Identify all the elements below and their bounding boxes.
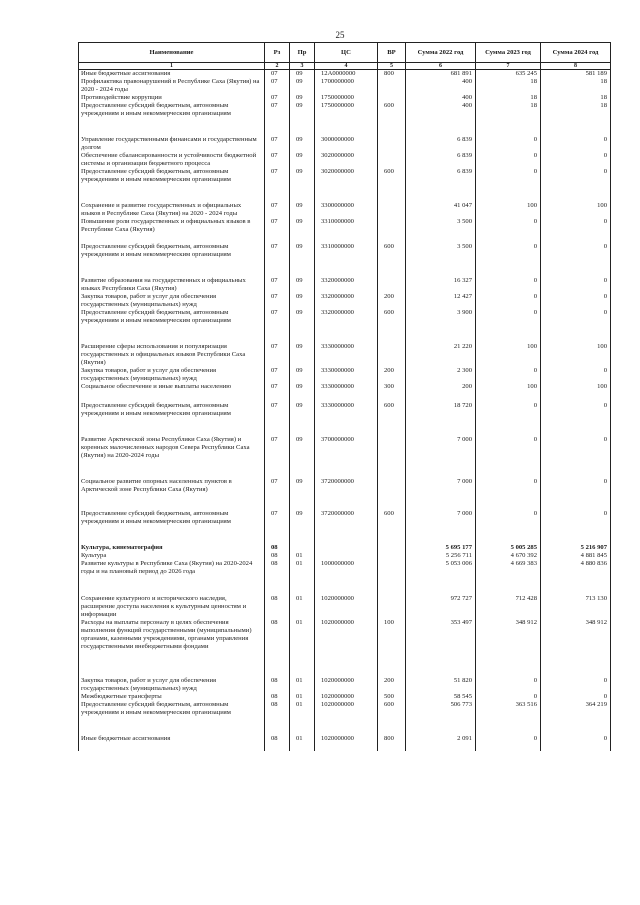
row-cs: 3000000000 — [315, 136, 378, 152]
row-rz: 07 — [265, 218, 290, 243]
row-sum-2023: 712 428 — [476, 595, 541, 619]
row-sum-2022: 3 500 — [406, 218, 476, 243]
row-vr: 100 — [378, 619, 406, 677]
row-sum-2022: 5 695 177 — [406, 544, 476, 552]
row-vr — [378, 595, 406, 619]
table-row — [79, 168, 611, 202]
row-name: Предоставление субсидий бюджетным, автономным учреждениям и иным некоммерческим организациям — [79, 510, 265, 544]
row-pr: 09 — [290, 478, 315, 510]
row-rz: 08 — [265, 544, 290, 552]
row-pr: 09 — [290, 136, 315, 152]
table-row — [79, 152, 611, 168]
table-row — [79, 595, 611, 619]
row-rz: 07 — [265, 78, 290, 94]
row-vr: 600 — [378, 701, 406, 735]
row-sum-2024: 4 880 836 — [541, 560, 611, 595]
row-pr: 09 — [290, 343, 315, 367]
row-cs: 1020000000 — [315, 619, 378, 677]
row-sum-2023: 4 669 383 — [476, 560, 541, 595]
header-cs: ЦС — [315, 43, 378, 63]
row-name: Развитие образования на государственных и официальных языках Республики Саха (Якутия) — [79, 277, 265, 293]
row-sum-2022: 7 000 — [406, 436, 476, 478]
row-sum-2024: 0 — [541, 243, 611, 277]
row-pr: 01 — [290, 735, 315, 751]
row-rz: 07 — [265, 277, 290, 293]
row-cs: 3330000000 — [315, 402, 378, 436]
row-vr: 800 — [378, 735, 406, 751]
row-vr — [378, 478, 406, 510]
row-vr: 800 — [378, 70, 406, 79]
row-rz: 07 — [265, 202, 290, 218]
row-vr: 600 — [378, 510, 406, 544]
row-name: Обеспечение сбалансированности и устойчивости бюджетной системы и организации бюджетного процесса — [79, 152, 265, 168]
row-rz: 07 — [265, 510, 290, 544]
row-cs: 3700000000 — [315, 436, 378, 478]
row-sum-2024: 0 — [541, 293, 611, 309]
row-sum-2024: 0 — [541, 677, 611, 693]
row-sum-2023: 0 — [476, 735, 541, 751]
row-vr — [378, 552, 406, 560]
row-sum-2023: 0 — [476, 693, 541, 701]
row-name: Профилактика правонарушений в Республике Саха (Якутия) на 2020 - 2024 годы — [79, 78, 265, 94]
row-vr: 600 — [378, 402, 406, 436]
row-cs: 1020000000 — [315, 677, 378, 693]
row-pr: 01 — [290, 677, 315, 693]
row-sum-2024: 0 — [541, 367, 611, 383]
row-sum-2024: 348 912 — [541, 619, 611, 677]
row-pr: 01 — [290, 595, 315, 619]
header-rz: Рз — [265, 43, 290, 63]
header-sum-2024: Сумма 2024 год — [541, 43, 611, 63]
row-pr: 09 — [290, 367, 315, 383]
row-name: Расширение сферы использования и популяризация государственных и официальных языков Республики Саха (Якутия) — [79, 343, 265, 367]
row-cs: 1020000000 — [315, 735, 378, 751]
row-pr: 01 — [290, 619, 315, 677]
row-sum-2022: 400 — [406, 102, 476, 136]
row-name: Культура, кинематография — [79, 544, 265, 552]
row-rz: 07 — [265, 383, 290, 402]
row-sum-2024: 0 — [541, 693, 611, 701]
row-vr: 500 — [378, 693, 406, 701]
row-vr: 200 — [378, 293, 406, 309]
row-pr: 01 — [290, 560, 315, 595]
row-pr: 09 — [290, 293, 315, 309]
row-pr — [290, 544, 315, 552]
row-rz: 07 — [265, 402, 290, 436]
row-sum-2023: 0 — [476, 152, 541, 168]
row-pr: 09 — [290, 202, 315, 218]
row-rz: 08 — [265, 735, 290, 751]
row-rz: 07 — [265, 94, 290, 102]
row-rz: 08 — [265, 677, 290, 693]
column-number: 5 — [378, 63, 406, 70]
row-cs: 3330000000 — [315, 383, 378, 402]
row-pr: 01 — [290, 693, 315, 701]
row-cs: 3320000000 — [315, 309, 378, 343]
row-name: Управление государственными финансами и государственным долгом — [79, 136, 265, 152]
row-vr — [378, 202, 406, 218]
row-rz: 07 — [265, 293, 290, 309]
row-sum-2022: 6 839 — [406, 136, 476, 152]
page-number: 25 — [335, 30, 345, 40]
row-sum-2024: 100 — [541, 202, 611, 218]
row-sum-2023: 0 — [476, 136, 541, 152]
row-sum-2023: 0 — [476, 277, 541, 293]
row-rz: 07 — [265, 343, 290, 367]
row-rz: 07 — [265, 478, 290, 510]
row-name: Предоставление субсидий бюджетным, автономным учреждениям и иным некоммерческим организациям — [79, 168, 265, 202]
row-sum-2024: 0 — [541, 402, 611, 436]
row-sum-2023: 4 670 392 — [476, 552, 541, 560]
row-cs: 1000000000 — [315, 560, 378, 595]
table-row — [79, 202, 611, 218]
row-sum-2024: 0 — [541, 436, 611, 478]
row-sum-2022: 6 839 — [406, 168, 476, 202]
table-row — [79, 277, 611, 293]
row-vr — [378, 94, 406, 102]
row-sum-2022: 400 — [406, 94, 476, 102]
row-pr: 09 — [290, 383, 315, 402]
row-sum-2024: 100 — [541, 343, 611, 367]
row-sum-2022: 506 773 — [406, 701, 476, 735]
row-sum-2024: 0 — [541, 218, 611, 243]
row-cs: 1020000000 — [315, 693, 378, 701]
row-rz: 08 — [265, 560, 290, 595]
row-sum-2023: 348 912 — [476, 619, 541, 677]
row-sum-2024: 0 — [541, 510, 611, 544]
row-cs: 3320000000 — [315, 293, 378, 309]
row-sum-2022: 200 — [406, 383, 476, 402]
row-sum-2023: 5 005 285 — [476, 544, 541, 552]
table-row — [79, 94, 611, 102]
row-cs: 3020000000 — [315, 168, 378, 202]
row-sum-2024: 100 — [541, 383, 611, 402]
column-number: 2 — [265, 63, 290, 70]
row-sum-2022: 18 720 — [406, 402, 476, 436]
row-name: Противодействие коррупции — [79, 94, 265, 102]
table-row — [79, 677, 611, 693]
row-cs: 1020000000 — [315, 701, 378, 735]
row-sum-2023: 0 — [476, 168, 541, 202]
row-vr — [378, 152, 406, 168]
row-sum-2024: 18 — [541, 78, 611, 94]
table-row — [79, 136, 611, 152]
row-name: Сохранение и развитие государственных и официальных языков в Республике Саха (Якутия) на 2020 - 2024 годы — [79, 202, 265, 218]
row-sum-2023: 0 — [476, 402, 541, 436]
row-name: Предоставление субсидий бюджетным, автономным учреждениям и иным некоммерческим организациям — [79, 309, 265, 343]
column-number: 4 — [315, 63, 378, 70]
row-name: Повышение роли государственных и официальных языков в Республике Саха (Якутия) — [79, 218, 265, 243]
row-cs — [315, 544, 378, 552]
row-vr: 600 — [378, 243, 406, 277]
table-row — [79, 510, 611, 544]
row-cs: 3330000000 — [315, 343, 378, 367]
table-row — [79, 735, 611, 751]
row-sum-2024: 0 — [541, 309, 611, 343]
header-name: Наименование — [79, 43, 265, 63]
row-pr: 01 — [290, 552, 315, 560]
row-sum-2023: 0 — [476, 367, 541, 383]
table-row — [79, 243, 611, 277]
row-name: Закупка товаров, работ и услуг для обеспечения государственных (муниципальных) нужд — [79, 367, 265, 383]
row-pr: 09 — [290, 70, 315, 79]
table-row — [79, 544, 611, 552]
row-vr — [378, 560, 406, 595]
header-sum-2022: Сумма 2022 год — [406, 43, 476, 63]
row-vr — [378, 218, 406, 243]
row-name: Межбюджетные трансферты — [79, 693, 265, 701]
row-vr: 600 — [378, 309, 406, 343]
row-sum-2024: 0 — [541, 735, 611, 751]
row-sum-2023: 0 — [476, 309, 541, 343]
row-sum-2022: 400 — [406, 78, 476, 94]
row-sum-2023: 100 — [476, 383, 541, 402]
row-rz: 07 — [265, 436, 290, 478]
table-row — [79, 78, 611, 94]
row-pr: 09 — [290, 309, 315, 343]
row-rz: 07 — [265, 136, 290, 152]
row-name: Расходы на выплаты персоналу в целях обеспечения выполнения функций государственными (муниципальными) органами, казенными учреждениями, органами управления государственными внебюджетными фондами — [79, 619, 265, 677]
row-pr: 09 — [290, 102, 315, 136]
row-name: Предоставление субсидий бюджетным, автономным учреждениям и иным некоммерческим организациям — [79, 402, 265, 436]
row-sum-2023: 18 — [476, 78, 541, 94]
table-row — [79, 701, 611, 735]
table-row — [79, 693, 611, 701]
row-sum-2022: 58 545 — [406, 693, 476, 701]
header-sum-2023: Сумма 2023 год — [476, 43, 541, 63]
row-sum-2024: 581 189 — [541, 70, 611, 79]
row-rz: 07 — [265, 243, 290, 277]
row-name: Предоставление субсидий бюджетным, автономным учреждениям и иным некоммерческим организациям — [79, 243, 265, 277]
row-cs: 3330000000 — [315, 367, 378, 383]
row-vr: 200 — [378, 367, 406, 383]
table-row — [79, 560, 611, 595]
row-rz: 07 — [265, 168, 290, 202]
header-vr: ВР — [378, 43, 406, 63]
table-row — [79, 102, 611, 136]
row-rz: 07 — [265, 309, 290, 343]
row-sum-2023: 0 — [476, 218, 541, 243]
row-sum-2023: 18 — [476, 94, 541, 102]
row-sum-2023: 18 — [476, 102, 541, 136]
row-sum-2023: 0 — [476, 510, 541, 544]
row-vr — [378, 277, 406, 293]
row-name: Развитие Арктической зоны Республики Саха (Якутия) и коренных малочисленных народов Севера Республики Саха (Якутия) на 2020-2024 годы — [79, 436, 265, 478]
row-sum-2024: 0 — [541, 168, 611, 202]
row-cs: 3720000000 — [315, 510, 378, 544]
row-vr — [378, 544, 406, 552]
row-name: Предоставление субсидий бюджетным, автономным учреждениям и иным некоммерческим организациям — [79, 701, 265, 735]
table-row — [79, 436, 611, 478]
row-sum-2024: 18 — [541, 102, 611, 136]
row-pr: 09 — [290, 243, 315, 277]
table-row — [79, 478, 611, 510]
row-cs: 3310000000 — [315, 243, 378, 277]
row-pr: 09 — [290, 78, 315, 94]
row-rz: 07 — [265, 102, 290, 136]
column-number: 3 — [290, 63, 315, 70]
row-sum-2023: 0 — [476, 436, 541, 478]
row-name: Культура — [79, 552, 265, 560]
row-pr: 09 — [290, 402, 315, 436]
row-sum-2024: 0 — [541, 478, 611, 510]
table-row — [79, 383, 611, 402]
row-sum-2022: 5 053 006 — [406, 560, 476, 595]
row-sum-2024: 713 130 — [541, 595, 611, 619]
row-sum-2024: 364 219 — [541, 701, 611, 735]
column-number: 1 — [79, 63, 265, 70]
row-vr — [378, 136, 406, 152]
row-pr: 09 — [290, 277, 315, 293]
row-sum-2022: 16 327 — [406, 277, 476, 293]
row-sum-2022: 7 000 — [406, 478, 476, 510]
row-sum-2022: 3 900 — [406, 309, 476, 343]
row-sum-2024: 0 — [541, 152, 611, 168]
row-cs: 3020000000 — [315, 152, 378, 168]
row-cs — [315, 552, 378, 560]
row-name: Развитие культуры в Республике Саха (Якутия) на 2020-2024 годы и на плановый период до 2026 года — [79, 560, 265, 595]
row-sum-2022: 5 256 711 — [406, 552, 476, 560]
row-sum-2022: 41 047 — [406, 202, 476, 218]
table-row — [79, 619, 611, 677]
row-pr: 09 — [290, 168, 315, 202]
row-pr: 09 — [290, 94, 315, 102]
table-row — [79, 367, 611, 383]
row-cs: 12А0000000 — [315, 70, 378, 79]
row-sum-2023: 363 516 — [476, 701, 541, 735]
row-name: Социальное развитие опорных населенных пунктов в Арктической зоне Республики Саха (Якутия) — [79, 478, 265, 510]
row-name: Закупка товаров, работ и услуг для обеспечения государственных (муниципальных) нужд — [79, 677, 265, 693]
table-row — [79, 70, 611, 79]
row-pr: 09 — [290, 152, 315, 168]
row-sum-2022: 353 497 — [406, 619, 476, 677]
row-cs: 1700000000 — [315, 78, 378, 94]
table-header-row — [79, 43, 611, 63]
row-sum-2022: 6 839 — [406, 152, 476, 168]
row-vr: 600 — [378, 102, 406, 136]
row-cs: 1750000000 — [315, 102, 378, 136]
row-rz: 07 — [265, 367, 290, 383]
row-vr: 300 — [378, 383, 406, 402]
row-name: Иные бюджетные ассигнования — [79, 70, 265, 79]
row-cs: 3300000000 — [315, 202, 378, 218]
row-sum-2024: 18 — [541, 94, 611, 102]
row-name: Иные бюджетные ассигнования — [79, 735, 265, 751]
table-row — [79, 402, 611, 436]
row-rz: 08 — [265, 693, 290, 701]
row-rz: 08 — [265, 701, 290, 735]
row-sum-2023: 100 — [476, 343, 541, 367]
row-rz: 07 — [265, 70, 290, 79]
row-vr: 600 — [378, 168, 406, 202]
row-sum-2022: 2 091 — [406, 735, 476, 751]
table-row — [79, 293, 611, 309]
row-sum-2023: 0 — [476, 478, 541, 510]
row-sum-2022: 7 000 — [406, 510, 476, 544]
row-cs: 1750000000 — [315, 94, 378, 102]
table-row — [79, 552, 611, 560]
row-cs: 3320000000 — [315, 277, 378, 293]
row-name: Социальное обеспечение и иные выплаты населению — [79, 383, 265, 402]
row-sum-2023: 0 — [476, 293, 541, 309]
column-number: 6 — [406, 63, 476, 70]
row-sum-2023: 635 245 — [476, 70, 541, 79]
table-row — [79, 218, 611, 243]
row-pr: 09 — [290, 436, 315, 478]
row-vr: 200 — [378, 677, 406, 693]
row-sum-2024: 0 — [541, 277, 611, 293]
row-cs: 3720000000 — [315, 478, 378, 510]
row-pr: 09 — [290, 510, 315, 544]
row-rz: 08 — [265, 552, 290, 560]
row-sum-2024: 4 881 845 — [541, 552, 611, 560]
row-sum-2022: 972 727 — [406, 595, 476, 619]
row-sum-2022: 681 891 — [406, 70, 476, 79]
row-sum-2022: 12 427 — [406, 293, 476, 309]
row-vr — [378, 78, 406, 94]
row-sum-2022: 21 220 — [406, 343, 476, 367]
column-number: 8 — [541, 63, 611, 70]
row-sum-2022: 51 820 — [406, 677, 476, 693]
row-vr — [378, 436, 406, 478]
row-sum-2022: 2 300 — [406, 367, 476, 383]
column-number-row — [79, 63, 611, 70]
row-sum-2022: 3 500 — [406, 243, 476, 277]
row-sum-2023: 100 — [476, 202, 541, 218]
row-name: Закупка товаров, работ и услуг для обеспечения государственных (муниципальных) нужд — [79, 293, 265, 309]
budget-table — [78, 42, 611, 751]
row-sum-2023: 0 — [476, 677, 541, 693]
row-sum-2024: 0 — [541, 136, 611, 152]
table-row — [79, 309, 611, 343]
row-name: Сохранение культурного и исторического наследия, расширение доступа населения к культурным ценностям и информации — [79, 595, 265, 619]
column-number: 7 — [476, 63, 541, 70]
row-rz: 08 — [265, 595, 290, 619]
table-body — [79, 70, 611, 752]
row-pr: 09 — [290, 218, 315, 243]
row-rz: 07 — [265, 152, 290, 168]
row-cs: 3310000000 — [315, 218, 378, 243]
row-sum-2023: 0 — [476, 243, 541, 277]
table-row — [79, 343, 611, 367]
row-cs: 1020000000 — [315, 595, 378, 619]
row-sum-2024: 5 216 907 — [541, 544, 611, 552]
row-vr — [378, 343, 406, 367]
row-rz: 08 — [265, 619, 290, 677]
row-pr: 01 — [290, 701, 315, 735]
header-pr: Пр — [290, 43, 315, 63]
row-name: Предоставление субсидий бюджетным, автономным учреждениям и иным некоммерческим организациям — [79, 102, 265, 136]
